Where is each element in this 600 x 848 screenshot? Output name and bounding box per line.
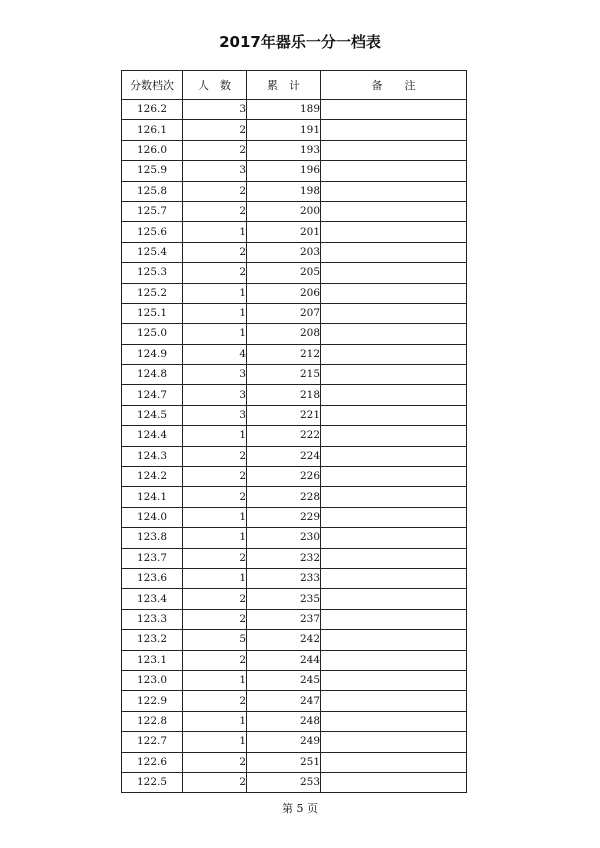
column-header-note: 备 注 — [321, 71, 467, 100]
table-row — [122, 222, 467, 242]
cell-score: 122.5 — [122, 772, 183, 792]
table-header-row — [122, 71, 467, 100]
table-row — [122, 181, 467, 201]
cell-note — [321, 528, 467, 548]
cell-note — [321, 140, 467, 160]
table-row — [122, 691, 467, 711]
cell-note — [321, 303, 467, 323]
cell-cumulative: 251 — [247, 752, 321, 772]
cell-count: 2 — [183, 609, 247, 629]
table-row — [122, 548, 467, 568]
cell-score: 124.9 — [122, 344, 183, 364]
cell-score: 126.1 — [122, 120, 183, 140]
table-row — [122, 303, 467, 323]
cell-count: 2 — [183, 548, 247, 568]
cell-note — [321, 630, 467, 650]
cell-note — [321, 242, 467, 262]
table-row — [122, 344, 467, 364]
cell-cumulative: 245 — [247, 670, 321, 690]
page-title: 2017年器乐一分一档表 — [219, 33, 381, 51]
cell-score: 125.0 — [122, 324, 183, 344]
cell-cumulative: 189 — [247, 100, 321, 120]
cell-note — [321, 609, 467, 629]
cell-note — [321, 120, 467, 140]
table-row — [122, 161, 467, 181]
table-row — [122, 120, 467, 140]
cell-note — [321, 181, 467, 201]
table-row — [122, 609, 467, 629]
cell-cumulative: 215 — [247, 365, 321, 385]
cell-note — [321, 405, 467, 425]
score-table — [121, 70, 467, 793]
cell-cumulative: 191 — [247, 120, 321, 140]
cell-cumulative: 206 — [247, 283, 321, 303]
cell-note — [321, 426, 467, 446]
cell-count: 1 — [183, 283, 247, 303]
cell-cumulative: 201 — [247, 222, 321, 242]
cell-count: 2 — [183, 487, 247, 507]
cell-score: 124.4 — [122, 426, 183, 446]
cell-score: 123.3 — [122, 609, 183, 629]
cell-cumulative: 244 — [247, 650, 321, 670]
cell-note — [321, 732, 467, 752]
cell-score: 122.8 — [122, 711, 183, 731]
table-row — [122, 324, 467, 344]
cell-note — [321, 691, 467, 711]
cell-cumulative: 193 — [247, 140, 321, 160]
column-header-cumulative: 累 计 — [247, 71, 321, 100]
cell-note — [321, 650, 467, 670]
cell-cumulative: 196 — [247, 161, 321, 181]
cell-count: 1 — [183, 303, 247, 323]
table-row — [122, 630, 467, 650]
cell-note — [321, 711, 467, 731]
table-row — [122, 426, 467, 446]
cell-cumulative: 218 — [247, 385, 321, 405]
cell-score: 124.3 — [122, 446, 183, 466]
table-row — [122, 487, 467, 507]
table-row — [122, 283, 467, 303]
table-row — [122, 670, 467, 690]
cell-note — [321, 161, 467, 181]
cell-count: 2 — [183, 772, 247, 792]
table-row — [122, 263, 467, 283]
cell-count: 1 — [183, 426, 247, 446]
cell-score: 125.2 — [122, 283, 183, 303]
cell-count: 2 — [183, 242, 247, 262]
table-row — [122, 711, 467, 731]
cell-count: 3 — [183, 365, 247, 385]
cell-count: 1 — [183, 528, 247, 548]
table-row — [122, 467, 467, 487]
cell-score: 122.9 — [122, 691, 183, 711]
cell-score: 124.5 — [122, 405, 183, 425]
cell-note — [321, 507, 467, 527]
table-row — [122, 242, 467, 262]
cell-cumulative: 200 — [247, 201, 321, 221]
cell-count: 5 — [183, 630, 247, 650]
table-row — [122, 201, 467, 221]
cell-score: 125.6 — [122, 222, 183, 242]
cell-cumulative: 232 — [247, 548, 321, 568]
cell-cumulative: 226 — [247, 467, 321, 487]
cell-score: 123.6 — [122, 568, 183, 588]
cell-cumulative: 207 — [247, 303, 321, 323]
cell-note — [321, 752, 467, 772]
cell-count: 3 — [183, 385, 247, 405]
table-row — [122, 446, 467, 466]
cell-score: 125.1 — [122, 303, 183, 323]
table-body — [122, 100, 467, 793]
cell-score: 124.2 — [122, 467, 183, 487]
cell-score: 123.1 — [122, 650, 183, 670]
column-header-score: 分数档次 — [122, 71, 183, 100]
cell-cumulative: 224 — [247, 446, 321, 466]
table-row — [122, 772, 467, 792]
cell-note — [321, 446, 467, 466]
cell-cumulative: 247 — [247, 691, 321, 711]
cell-cumulative: 233 — [247, 568, 321, 588]
cell-score: 124.7 — [122, 385, 183, 405]
cell-cumulative: 212 — [247, 344, 321, 364]
cell-count: 2 — [183, 120, 247, 140]
cell-count: 2 — [183, 589, 247, 609]
table-row — [122, 385, 467, 405]
cell-count: 1 — [183, 507, 247, 527]
cell-cumulative: 229 — [247, 507, 321, 527]
cell-note — [321, 548, 467, 568]
cell-cumulative: 235 — [247, 589, 321, 609]
cell-count: 1 — [183, 711, 247, 731]
cell-cumulative: 230 — [247, 528, 321, 548]
table-row — [122, 100, 467, 120]
cell-count: 2 — [183, 446, 247, 466]
cell-note — [321, 222, 467, 242]
cell-note — [321, 568, 467, 588]
cell-score: 125.7 — [122, 201, 183, 221]
cell-cumulative: 253 — [247, 772, 321, 792]
table-row — [122, 507, 467, 527]
cell-score: 123.8 — [122, 528, 183, 548]
cell-note — [321, 670, 467, 690]
cell-score: 122.7 — [122, 732, 183, 752]
cell-cumulative: 205 — [247, 263, 321, 283]
cell-note — [321, 487, 467, 507]
cell-note — [321, 324, 467, 344]
cell-cumulative: 248 — [247, 711, 321, 731]
cell-cumulative: 228 — [247, 487, 321, 507]
cell-count: 4 — [183, 344, 247, 364]
cell-score: 125.9 — [122, 161, 183, 181]
table-row — [122, 589, 467, 609]
cell-count: 2 — [183, 263, 247, 283]
table-row — [122, 140, 467, 160]
cell-score: 125.4 — [122, 242, 183, 262]
cell-score: 126.0 — [122, 140, 183, 160]
cell-cumulative: 249 — [247, 732, 321, 752]
cell-count: 2 — [183, 201, 247, 221]
table-row — [122, 528, 467, 548]
cell-score: 124.1 — [122, 487, 183, 507]
cell-count: 3 — [183, 161, 247, 181]
cell-count: 1 — [183, 324, 247, 344]
cell-count: 2 — [183, 691, 247, 711]
cell-cumulative: 222 — [247, 426, 321, 446]
cell-cumulative: 198 — [247, 181, 321, 201]
table-row — [122, 365, 467, 385]
cell-count: 2 — [183, 467, 247, 487]
cell-score: 123.2 — [122, 630, 183, 650]
cell-count: 3 — [183, 100, 247, 120]
cell-score: 123.0 — [122, 670, 183, 690]
cell-score: 126.2 — [122, 100, 183, 120]
table-row — [122, 568, 467, 588]
cell-score: 124.8 — [122, 365, 183, 385]
cell-note — [321, 772, 467, 792]
cell-count: 2 — [183, 650, 247, 670]
cell-note — [321, 589, 467, 609]
table-row — [122, 732, 467, 752]
cell-note — [321, 385, 467, 405]
cell-score: 124.0 — [122, 507, 183, 527]
cell-note — [321, 100, 467, 120]
column-header-count: 人 数 — [183, 71, 247, 100]
cell-cumulative: 203 — [247, 242, 321, 262]
cell-count: 2 — [183, 140, 247, 160]
table-row — [122, 405, 467, 425]
cell-cumulative: 221 — [247, 405, 321, 425]
cell-count: 3 — [183, 405, 247, 425]
table-row — [122, 650, 467, 670]
cell-note — [321, 344, 467, 364]
cell-note — [321, 365, 467, 385]
cell-cumulative: 208 — [247, 324, 321, 344]
cell-cumulative: 242 — [247, 630, 321, 650]
cell-note — [321, 201, 467, 221]
cell-count: 1 — [183, 732, 247, 752]
cell-note — [321, 263, 467, 283]
cell-count: 2 — [183, 181, 247, 201]
cell-count: 1 — [183, 670, 247, 690]
cell-note — [321, 467, 467, 487]
table-row — [122, 752, 467, 772]
cell-count: 2 — [183, 752, 247, 772]
page-number: 第 5 页 — [282, 802, 318, 815]
cell-score: 123.7 — [122, 548, 183, 568]
cell-count: 1 — [183, 222, 247, 242]
cell-note — [321, 283, 467, 303]
cell-score: 122.6 — [122, 752, 183, 772]
cell-score: 125.3 — [122, 263, 183, 283]
cell-count: 1 — [183, 568, 247, 588]
cell-score: 125.8 — [122, 181, 183, 201]
cell-cumulative: 237 — [247, 609, 321, 629]
cell-score: 123.4 — [122, 589, 183, 609]
